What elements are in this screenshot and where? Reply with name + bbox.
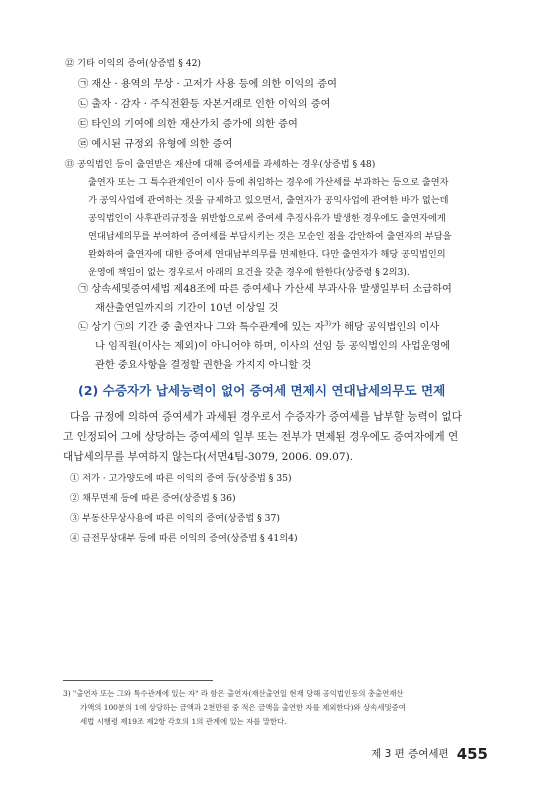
list-item-3: ③ 부동산무상사용에 따른 이익의 증여(상증법 § 37) (70, 513, 280, 524)
subitem-13-a-line-2: 재산출연일까지의 기간이 10년 이상일 것 (95, 303, 279, 314)
footnote-divider (63, 680, 213, 681)
footnote-ref: 3) (324, 319, 332, 328)
list-item-4: ④ 금전무상대부 등에 따른 이익의 증여(상증법 § 41의4) (70, 533, 298, 544)
para-13-line-5: 완화하여 출연자에 대한 증여세 연대납부의무를 면제한다. 다만 출연자가 해당 공익법인의 (88, 249, 446, 260)
para-2-line-2: 고 인정되어 그에 상당하는 증여세의 일부 또는 전부가 면제된 경우에도 증여자에게 연 (63, 431, 459, 443)
para-2-line-3: 대납세의무를 부여하지 않는다(서면4팀-3079, 2006. 09.07). (63, 451, 354, 463)
footnote-line-2: 가액의 100분의 1에 상당하는 금액과 2천만원 중 적은 금액을 출연한 자를 제외한다)와 상속세및증여 (80, 703, 406, 712)
subitem-12-b: ㉡ 출자 · 감자 · 주식전환등 자본거래로 인한 이익의 증여 (78, 99, 331, 110)
item-13: ⑬ 공익법인 등이 출연받은 재산에 대해 증여세를 과세하는 경우(상증법 § 48) (65, 159, 376, 170)
list-item-1: ① 저가 · 고가양도에 따른 이익의 증여 등(상증법 § 35) (70, 473, 292, 484)
footnote-line-1: 3) "출연자 또는 그와 특수관계에 있는 자" 라 함은 출연자(재산출연일 현재 당해 공익법인등의 총출연재산 (63, 689, 404, 698)
subitem-13-b-line-1: ㉡ 상기 ㉠의 기간 중 출연자나 그와 특수관계에 있는 자$^{3)}$가 해당 공익법인의 이사 (78, 319, 440, 333)
item-12: ⑫ 기타 이익의 증여(상증법 § 42) (65, 58, 201, 69)
para-13-line-3: 공익법인이 사후관리규정을 위반함으로써 증여세 추징사유가 발생한 경우에도 출연자에게 (88, 213, 446, 224)
subitem-13-a-line-1: ㉠ 상속세및증여세법 제48조에 따른 증여세나 가산세 부과사유 발생일부터 소급하여 (78, 284, 452, 295)
page-number: 455 (456, 744, 488, 763)
para-13-line-1: 출연자 또는 그 특수관계인이 이사 등에 취임하는 경우에 가산세를 부과하는 등으로 출연자 (88, 177, 449, 188)
subitem-12-d: ㉣ 예시된 규정외 유형에 의한 증여 (78, 139, 233, 150)
footnote-line-3: 세법 시행령 제19조 제2항 각호의 1의 관계에 있는 자를 말한다. (80, 717, 287, 726)
para-13-line-6: 운영에 책임이 없는 경우로서 아래의 요건을 갖춘 경우에 한한다(상증령 § 2의3). (88, 267, 410, 278)
subitem-12-a: ㉠ 재산 · 용역의 무상 · 고저가 사용 등에 의한 이익의 증여 (78, 79, 337, 90)
list-item-2: ② 채무면제 등에 따른 증여(상증법 § 36) (70, 493, 236, 504)
subitem-13-b-line-3: 관한 중요사항을 결정할 권한을 가지지 아니할 것 (95, 360, 312, 371)
section-heading: (2) 수증자가 납세능력이 없어 증여세 면제시 연대납세의무도 면제 (78, 383, 446, 398)
para-13-line-2: 가 공익사업에 관여하는 것을 규제하고 있으면서, 출연자가 공익사업에 관여한 바가 없는데 (88, 195, 449, 206)
para-2-line-1: 다음 규정에 의하여 증여세가 과세된 경우로서 수증자가 증여세를 납부할 능력이 없다 (70, 411, 462, 423)
section-name: 제 3 편 증여세편 (371, 748, 449, 760)
para-13-line-4: 연대납세의무를 부여하여 증여세를 부담시키는 것은 모순인 점을 감안하여 출연자의 부담을 (88, 231, 452, 242)
page-footer (371, 743, 488, 763)
subitem-12-c: ㉢ 타인의 기여에 의한 재산가치 증가에 의한 증여 (78, 119, 298, 130)
subitem-13-b-line-2: 나 임직원(이사는 제외)이 아니어야 하며, 이사의 선임 등 공익법인의 사업운영에 (95, 341, 451, 352)
